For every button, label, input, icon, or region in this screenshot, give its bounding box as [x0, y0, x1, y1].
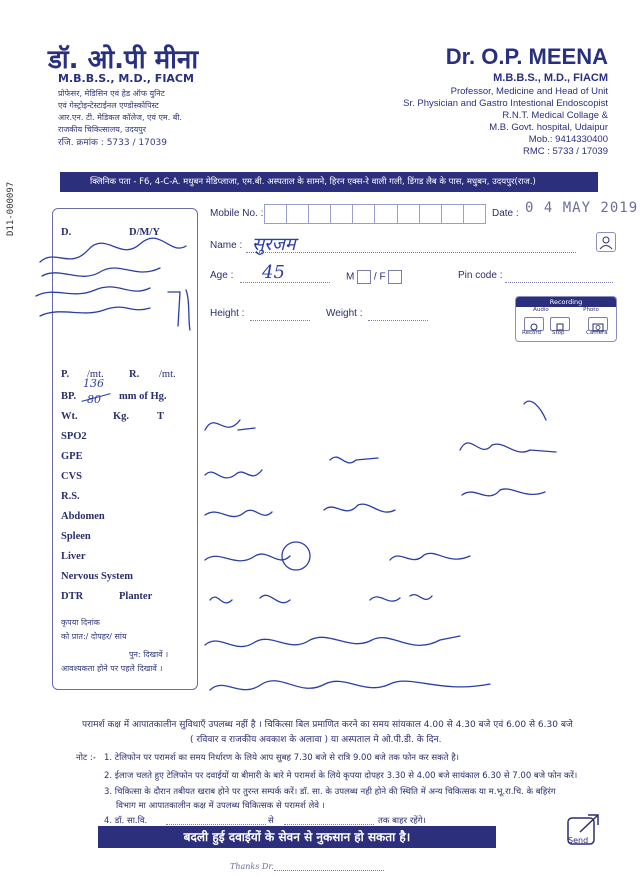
note-4-to-line[interactable]	[284, 824, 374, 825]
qualifications-english: M.B.B.S., M.D., FIACM	[493, 72, 608, 84]
temp-label: T	[157, 411, 165, 422]
record-label: Record	[522, 330, 542, 336]
followup-date-label: कृपया दिनांक	[61, 618, 100, 627]
resp-unit: /mt.	[159, 369, 176, 380]
send-label: Send	[568, 836, 589, 845]
hi-line: आर.एन. टी. मेडिकल कॉलेज, एवं एम. बी.	[58, 113, 182, 122]
bp-diastolic: 80	[87, 393, 101, 406]
note-3-cont: विभाग मा आपातकालीन कक्ष में उपलब्ध चिकित्सक से परामर्श लेवे ।	[116, 801, 325, 811]
stop-label: Stop	[552, 330, 565, 336]
kg-label: Kg.	[113, 411, 130, 422]
date-stamp: 0 4 MAY 2019	[525, 200, 639, 216]
age-label: Age :	[210, 270, 234, 281]
note-2: 2. ईलाज चलते हुए टेलिफोन पर दवाईयों या बीमारी के बारे मे परामर्श के लिये कृपया दोपहर 3.30 से 4.00 बजे सायंकाल 6.30 से 7.00 बजे फोन करें।	[104, 771, 578, 781]
followup-early-label: आवश्यकता होने पर पहले दिखावें ।	[61, 664, 163, 673]
resp-label: R.	[129, 369, 140, 380]
date-label: Date :	[492, 208, 519, 219]
clinic-address-bar: क्लिनिक पता - F6, 4-C-A. मधुबन मेडिप्लाजा, एम.बी. अस्पताल के सामने, हिरन एक्स-रे वाली गली, डिंगड लैब के पास, मधुबन, उदयपुर(राज.)	[60, 172, 598, 192]
followup-revisit-label: पुन: दिखावें ।	[129, 650, 169, 659]
abdomen-label: Abdomen	[61, 511, 105, 522]
notice-line-2: ( रविवार व राजकीय अवकाश के अलावा ) या अस्पताल मे ओ.पी.डी. के दिन.	[190, 735, 442, 745]
recording-title: Recording	[516, 297, 616, 307]
dmy-label: D/M/Y	[129, 227, 160, 238]
cvs-label: CVS	[61, 471, 83, 482]
female-label: / F	[373, 271, 386, 283]
note-1: 1. टेलिफोन पर परामर्श का समय निर्धारण के लिये आप सुबह 7.30 बजे से रात्रि 9.00 बजे तक फोन कर सकते है।	[104, 753, 459, 763]
en-line: Professor, Medicine and Head of Unit	[450, 86, 608, 97]
doctor-name-english: Dr. O.P. MEENA	[445, 44, 608, 69]
hi-line: राजकीय चिकित्सालय, उदयपुर	[58, 125, 147, 134]
en-line: Sr. Physician and Gastro Intestional Endoscopist	[403, 98, 608, 109]
liver-label: Liver	[61, 551, 86, 562]
spleen-label: Spleen	[61, 531, 91, 542]
note-4-se: से	[268, 816, 274, 826]
en-line: M.B. Govt. hospital, Udaipur	[489, 122, 608, 133]
serial-number: D11-000097	[6, 181, 16, 236]
spo2-label: SPO2	[61, 431, 87, 442]
d-label: D.	[61, 227, 72, 238]
mobile-number: Mob.: 9414330400	[528, 134, 608, 145]
note-4-start: 4. डॉ. सा.वि.	[104, 816, 148, 826]
bp-label: BP.	[61, 391, 77, 402]
thanks-line: Thanks Dr.	[230, 862, 274, 871]
pincode-label: Pin code :	[458, 270, 503, 281]
note-4-end: तक बाहर रहेंगे।	[378, 816, 426, 826]
doctor-name-hindi: डॉ. ओ.पी मीना	[48, 45, 199, 75]
thanks-signature-line	[274, 870, 384, 871]
en-line: R.N.T. Medical Collage &	[502, 110, 608, 121]
rmc-number: RMC : 5733 / 17039	[522, 146, 608, 157]
hi-line: एवं गेस्ट्रोइन्टेस्टाईनल एण्डोस्कोपिस्ट	[58, 101, 159, 110]
notice-line-1: परामर्श कक्ष में आपातकालीन सुविधाएँ उपलब्ध नहीं है । चिकित्सा बिल प्रमाणित करने का समय सांयकाल 4.00 से 4.30 बजे एवं 6.00 से 6.30 बजे	[82, 720, 573, 730]
camera-label: Camera	[586, 330, 608, 336]
weight-label-left: Wt.	[61, 411, 78, 422]
name-label: Name :	[210, 240, 243, 251]
handwritten-name: सुरजम	[252, 234, 296, 255]
registration-number-hindi: रजि. क्रमांक : 5733 / 17039	[58, 138, 167, 148]
mobile-label: Mobile No. :	[210, 208, 264, 219]
photo-label: Photo	[583, 307, 599, 313]
audio-label: Audio	[533, 307, 549, 313]
nervous-system-label: Nervous System	[61, 571, 134, 582]
qualifications-hindi-side: M.B.B.S., M.D., FIACM	[58, 72, 194, 85]
followup-time-label: को प्रात:/ दोपहर/ सांय	[61, 632, 127, 641]
weight-label: Weight :	[326, 308, 363, 319]
planter-label: Planter	[119, 591, 153, 602]
note-4-from-line[interactable]	[166, 824, 266, 825]
hi-line: प्रोफेसर, मेडिसिन एवं हेड ऑफ युनिट	[58, 89, 165, 98]
bp-systolic: 136	[83, 377, 104, 390]
rs-label: R.S.	[61, 491, 80, 502]
male-label: M	[346, 271, 355, 283]
notes-label: नोट :-	[76, 753, 96, 763]
send-button[interactable]	[566, 812, 602, 848]
gpe-label: GPE	[61, 451, 83, 462]
warning-footer-bar: बदली हुई दवाईयों के सेवन से नुकसान हो सकता है।	[98, 826, 496, 848]
mmhg-label: mm of Hg.	[119, 391, 167, 402]
height-label: Height :	[210, 308, 245, 319]
handwritten-age: 45	[262, 262, 285, 283]
dtr-label: DTR	[61, 591, 84, 602]
pulse-unit: /mt.	[87, 369, 104, 380]
note-3: 3. चिकित्सा के दौरान तबीयत खराब होने पर तुरन्त सम्पर्क करें। डॉ. सा. के उपलब्ध नही होने की स्थिति में अन्य चिकित्सक या म.भू.रा.चि. के बहिरंग	[104, 787, 556, 797]
pulse-label: P.	[61, 369, 70, 380]
